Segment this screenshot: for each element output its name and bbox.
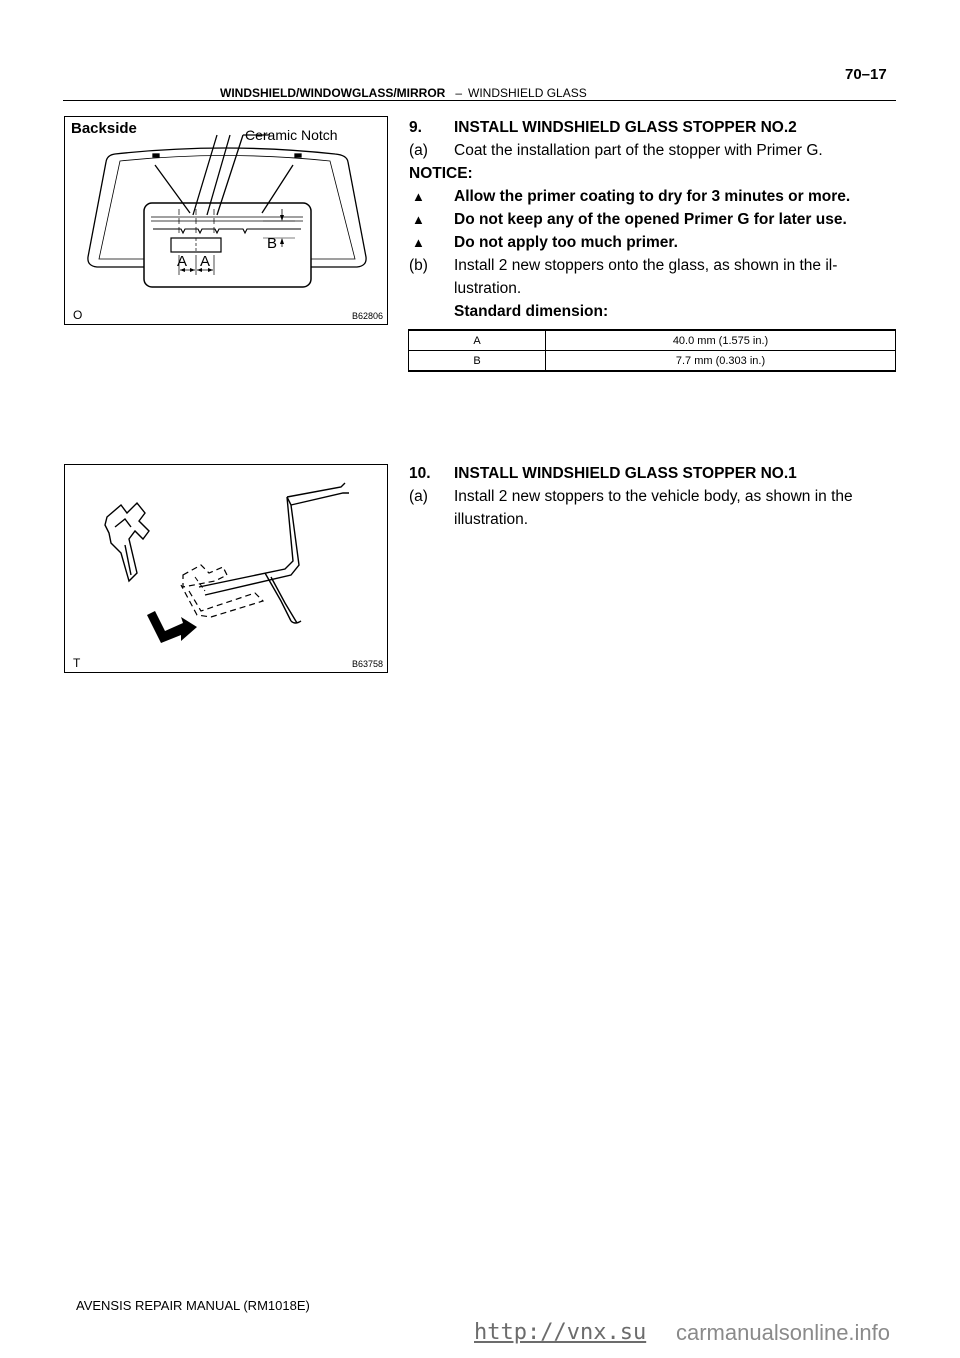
step-9-title: INSTALL WINDSHIELD GLASS STOPPER NO.2 <box>454 119 797 136</box>
step-10a-marker: (a) <box>409 488 428 505</box>
section-header <box>220 86 587 100</box>
step-9b-text-line1: Install 2 new stoppers onto the glass, as shown in the il- <box>454 257 838 274</box>
header-dash: – <box>455 86 463 100</box>
notice-item: Do not apply too much primer. <box>454 234 678 251</box>
watermark-link[interactable]: http://vnx.su <box>474 1320 647 1345</box>
table-key: B <box>409 351 546 372</box>
label-ceramic-notch: Ceramic Notch <box>245 127 338 143</box>
step-10-title: INSTALL WINDSHIELD GLASS STOPPER NO.1 <box>454 465 797 482</box>
step-9b-marker: (b) <box>409 257 428 274</box>
notice-bullet-icon: ▲ <box>412 212 425 227</box>
table-value: 7.7 mm (0.303 in.) <box>546 351 896 372</box>
step-9-number: 9. <box>409 119 422 136</box>
figure-stopper-body <box>64 464 388 673</box>
figure-letter: O <box>73 308 83 322</box>
notice-item: Allow the primer coating to dry for 3 minutes or more. <box>454 188 851 205</box>
step-9b-text-line2: lustration. <box>454 280 522 297</box>
notice-item: Do not keep any of the opened Primer G for later use. <box>454 211 847 228</box>
step-9a-marker: (a) <box>409 142 428 159</box>
section-title-bold: WINDSHIELD/WINDOWGLASS/MIRROR <box>220 86 446 100</box>
figure-code: B63758 <box>351 659 383 669</box>
step-10-number: 10. <box>409 465 431 482</box>
label-dimension-a-1: A <box>177 253 188 270</box>
standard-dimension-label: Standard dimension: <box>454 303 609 320</box>
notice-bullet-icon: ▲ <box>412 235 425 250</box>
step-9a-text: Coat the installation part of the stopper with Primer G. <box>454 142 823 159</box>
windshield-diagram <box>65 117 386 323</box>
header-rule <box>63 100 896 101</box>
notice-label: NOTICE: <box>409 165 473 182</box>
watermark-site: carmanualsonline.info <box>676 1320 891 1345</box>
label-backside: Backside <box>71 120 137 137</box>
table-value: 40.0 mm (1.575 in.) <box>546 330 896 351</box>
figure-code: B62806 <box>351 311 383 321</box>
table-row <box>409 351 896 372</box>
notice-bullet-icon: ▲ <box>412 189 425 204</box>
step-10a-text-line2: illustration. <box>454 511 529 528</box>
table-row <box>409 330 896 351</box>
standard-dimension-table <box>408 329 896 372</box>
page-number: 70–17 <box>845 66 887 83</box>
figure-letter: T <box>73 656 81 670</box>
step-10a-text-line1: Install 2 new stoppers to the vehicle body, as shown in the <box>454 488 853 505</box>
table-key: A <box>409 330 546 351</box>
label-dimension-b: B <box>267 235 278 252</box>
stopper-body-diagram <box>65 465 386 671</box>
footer-manual-title: AVENSIS REPAIR MANUAL (RM1018E) <box>76 1298 310 1313</box>
label-dimension-a-2: A <box>200 253 211 270</box>
section-subtitle: WINDSHIELD GLASS <box>468 86 587 100</box>
figure-windshield-backside <box>64 116 388 325</box>
